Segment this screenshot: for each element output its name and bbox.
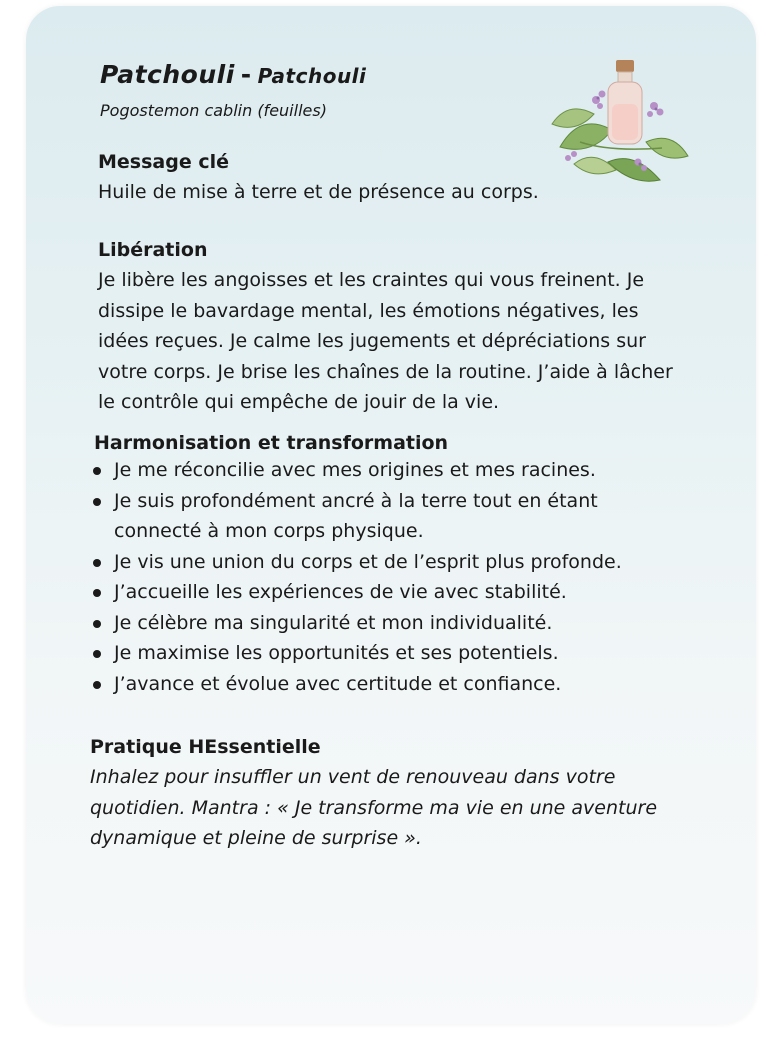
liberation-line: le contrôle qui empêche de jouir de la vie. [98, 391, 500, 413]
liberation-line: idées reçues. Je calme les jugements et dépréciations sur [98, 330, 646, 352]
liberation-line: dissipe le bavardage mental, les émotions négatives, les [98, 299, 639, 322]
pratique-text [90, 762, 657, 854]
list-item-line: J’avance et évolue avec certitude et confiance. [114, 672, 562, 695]
pratique-line: dynamique et pleine de surprise ». [90, 827, 422, 849]
list-item [90, 577, 622, 608]
list-item [90, 455, 622, 486]
title-subtitle: Patchouli [257, 64, 367, 88]
list-item-line: Je vis une union du corps et de l’esprit plus profonde. [114, 550, 622, 573]
message-text [98, 177, 539, 208]
patchouli-bottle-with-leaves-illustration [550, 52, 690, 202]
liberation-heading: Libération [98, 239, 208, 261]
list-item [90, 608, 622, 639]
title-main: Patchouli [100, 60, 235, 89]
liberation-line: votre corps. Je brise les chaînes de la routine. J’aide à lâcher [98, 360, 673, 383]
list-item-line: Je célèbre ma singularité et mon individualité. [114, 611, 553, 634]
list-item [90, 547, 622, 578]
list-item [90, 669, 622, 700]
liberation-line: Je libère les angoisses et les craintes qui vous freinent. Je [98, 269, 645, 291]
list-item-line: Je suis profondément ancré à la terre tout en étant [114, 489, 598, 512]
list-item-line: J’accueille les expériences de vie avec stabilité. [114, 581, 567, 603]
harmonisation-list [90, 455, 622, 699]
card-title [100, 60, 366, 89]
message-heading: Message clé [98, 151, 229, 173]
list-item-line: Je maximise les opportunités et ses potentiels. [114, 642, 559, 664]
pratique-line: Inhalez pour insuffler un vent de renouveau dans votre [90, 766, 616, 788]
list-item-line: Je me réconcilie avec mes origines et mes racines. [114, 459, 596, 481]
pratique-heading: Pratique HEssentielle [90, 736, 321, 758]
list-item [90, 486, 622, 547]
title-separator: - [240, 60, 252, 89]
latin-name: Pogostemon cablin (feuilles) [100, 101, 327, 120]
list-item-line: connecté à mon corps physique. [114, 520, 424, 542]
card [26, 6, 756, 1024]
pratique-line: quotidien. Mantra : « Je transforme ma vie en une aventure [90, 796, 658, 819]
message-line: Huile de mise à terre et de présence au corps. [98, 181, 539, 203]
liberation-text [98, 265, 673, 418]
list-item [90, 638, 622, 669]
harmonisation-heading: Harmonisation et transformation [94, 432, 449, 454]
